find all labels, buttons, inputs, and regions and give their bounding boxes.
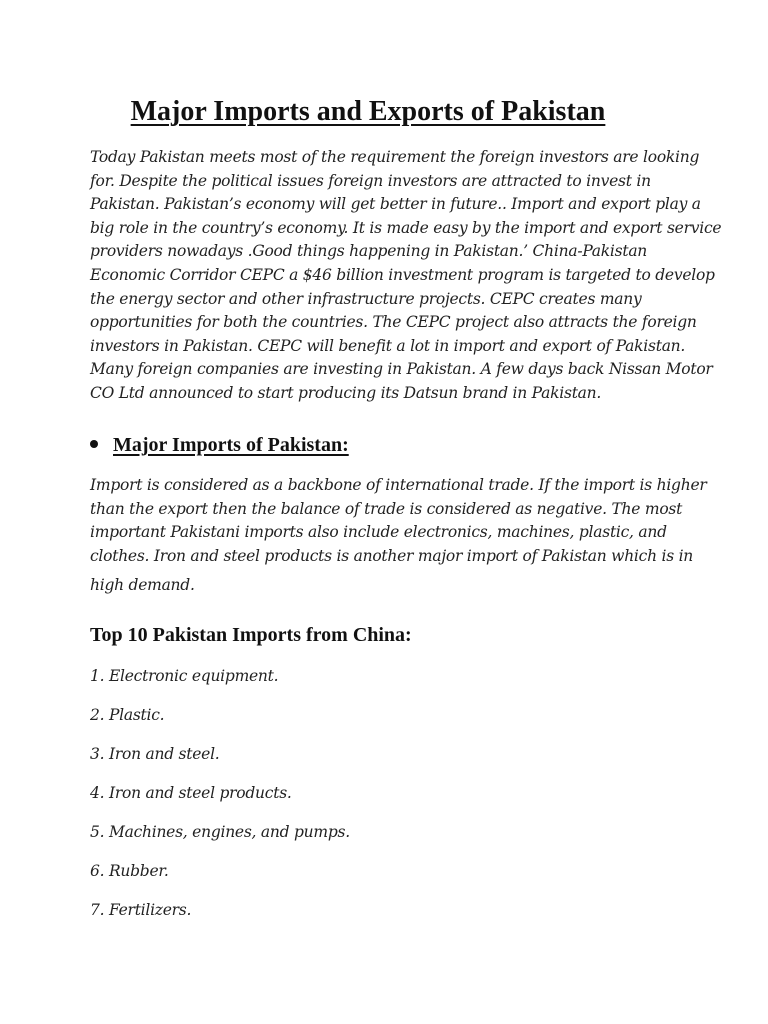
intro-line: for. Despite the political issues foreign investors are attracted to invest in [90, 171, 651, 190]
list-item: 2. Plastic. [90, 706, 165, 724]
intro-line: big role in the country’s economy. It is made easy by the import and export service [90, 218, 722, 237]
imports-line: important Pakistani imports also include electronics, machines, plastic, and [90, 523, 667, 542]
intro-line: Economic Corridor CEPC a $46 billion investment program is targeted to develop [90, 265, 715, 284]
bullet-icon [90, 440, 98, 448]
imports-line: than the export then the balance of trade is considered as negative. The most [90, 499, 683, 518]
intro-line: CO Ltd announced to start producing its Datsun brand in Pakistan. [90, 383, 602, 402]
intro-line: the energy sector and other infrastructure projects. CEPC creates many [90, 289, 642, 308]
imports-heading-text: Major Imports of Pakistan: [113, 434, 349, 456]
list-item: 7. Fertilizers. [90, 901, 192, 919]
list-item: 5. Machines, engines, and pumps. [90, 823, 350, 841]
china-imports-list [90, 664, 350, 937]
list-item: 1. Electronic equipment. [90, 667, 279, 685]
intro-line: opportunities for both the countries. The CEPC project also attracts the foreign [90, 313, 697, 332]
document-title: Major Imports and Exports of Pakistan [130, 96, 606, 127]
intro-line: Today Pakistan meets most of the requirement the foreign investors are looking [90, 148, 700, 166]
intro-line: Pakistan. Pakistan’s economy will get better in future.. Import and export play a [90, 195, 701, 214]
imports-section-heading [90, 431, 349, 459]
imports-paragraph [90, 474, 707, 598]
intro-line: investors in Pakistan. CEPC will benefit a lot in import and export of Pakistan. [90, 336, 686, 355]
list-item: 3. Iron and steel. [90, 745, 220, 763]
imports-line: Import is considered as a backbone of international trade. If the import is higher [90, 476, 707, 494]
list-item: 6. Rubber. [90, 862, 169, 880]
intro-line: Many foreign companies are investing in Pakistan. A few days back Nissan Motor [90, 360, 713, 379]
intro-paragraph [90, 146, 722, 406]
imports-line: high demand. [90, 576, 195, 595]
intro-line: providers nowadays .Good things happening in Pakistan.’ China-Pakistan [90, 242, 648, 261]
list-item: 4. Iron and steel products. [90, 784, 292, 802]
china-imports-heading: Top 10 Pakistan Imports from China: [90, 624, 412, 646]
imports-line: clothes. Iron and steel products is another major import of Pakistan which is in [90, 546, 694, 565]
